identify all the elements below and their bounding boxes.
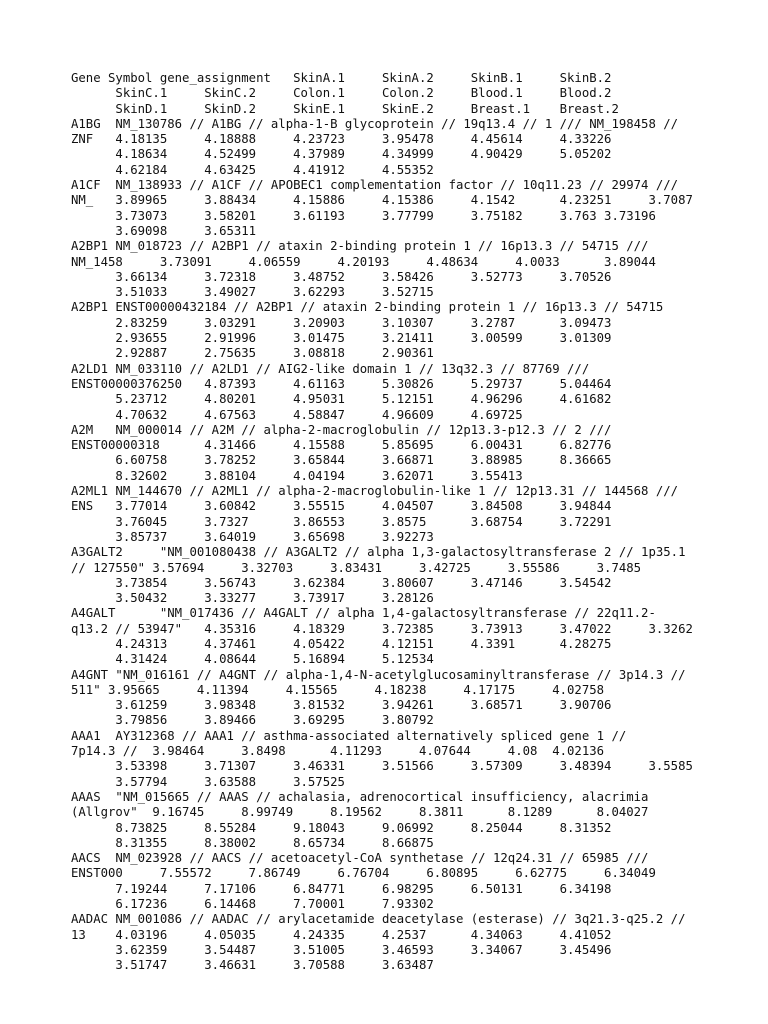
- text-line: 8.32602 3.88104 4.04194 3.62071 3.55413: [71, 468, 523, 483]
- text-line: AAA1 AY312368 // AAA1 // asthma-associated alternatively spliced gene 1 //: [71, 728, 627, 743]
- text-line: 3.79856 3.89466 3.69295 3.80792: [71, 713, 434, 728]
- text-line: 3.53398 3.71307 3.46331 3.51566 3.57309 3.48394 3.5585: [71, 759, 693, 774]
- text-line: A2BP1 ENST00000432184 // A2BP1 // ataxin 2-binding protein 1 // 16p13.3 // 54715: [71, 300, 664, 315]
- text-line: ENS 3.77014 3.60842 3.55515 4.04507 3.84508 3.94844: [71, 499, 612, 514]
- text-line: A2M NM_000014 // A2M // alpha-2-macroglobulin // 12p13.3-p12.3 // 2 ///: [71, 422, 612, 437]
- text-line: A2BP1 NM_018723 // A2BP1 // ataxin 2-binding protein 1 // 16p13.3 // 54715 ///: [71, 239, 649, 254]
- text-line: A4GNT "NM_016161 // A4GNT // alpha-1,4-N-acetylglucosaminyltransferase // 3p14.3 //: [71, 667, 686, 682]
- text-line: 4.18634 4.52499 4.37989 4.34999 4.90429 5.05202: [71, 147, 612, 162]
- text-line: 3.69098 3.65311: [71, 223, 257, 238]
- text-line: NM_ 3.89965 3.88434 4.15886 4.15386 4.1542 4.23251 3.7087: [71, 193, 693, 208]
- text-line: 7p14.3 // 3.98464 3.8498 4.11293 4.07644 4.08 4.02136: [71, 744, 605, 759]
- text-line: A4GALT "NM_017436 // A4GALT // alpha 1,4-galactosyltransferase // 22q11.2-: [71, 606, 656, 621]
- text-line: 3.51033 3.49027 3.62293 3.52715: [71, 285, 434, 300]
- text-line: AACS NM_023928 // AACS // acetoacetyl-CoA synthetase // 12q24.31 // 65985 ///: [71, 851, 649, 866]
- text-line: ZNF 4.18135 4.18888 4.23723 3.95478 4.45614 4.33226: [71, 132, 612, 147]
- text-line: A2LD1 NM_033110 // A2LD1 // AIG2-like domain 1 // 13q32.3 // 87769 ///: [71, 361, 590, 376]
- text-line: 3.62359 3.54487 3.51005 3.46593 3.34067 3.45496: [71, 942, 612, 957]
- text-line: 3.73073 3.58201 3.61193 3.77799 3.75182 3.763 3.73196: [71, 208, 656, 223]
- text-line: SkinD.1 SkinD.2 SkinE.1 SkinE.2 Breast.1 Breast.2: [71, 101, 619, 116]
- text-line: A2ML1 NM_144670 // A2ML1 // alpha-2-macroglobulin-like 1 // 12p13.31 // 144568 ///: [71, 484, 679, 499]
- text-line: q13.2 // 53947" 4.35316 4.18329 3.72385 3.73913 3.47022 3.3262: [71, 621, 693, 636]
- text-line: ENST000 7.55572 7.86749 6.76704 6.80895 6.62775 6.34049: [71, 866, 656, 881]
- gene-expression-text: [71, 71, 693, 974]
- text-line: NM_1458 3.73091 4.06559 4.20193 4.48634 4.0033 3.89044: [71, 254, 656, 269]
- text-line: (Allgrov" 9.16745 8.99749 8.19562 8.3811 8.1289 8.04027: [71, 805, 649, 820]
- text-line: 3.61259 3.98348 3.81532 3.94261 3.68571 3.90706: [71, 698, 612, 713]
- text-line: 4.62184 4.63425 4.41912 4.55352: [71, 162, 434, 177]
- text-line: 4.70632 4.67563 4.58847 4.96609 4.69725: [71, 407, 523, 422]
- text-line: A1BG NM_130786 // A1BG // alpha-1-B glycoprotein // 19q13.4 // 1 /// NM_198458 //: [71, 116, 679, 131]
- text-line: A1CF NM_138933 // A1CF // APOBEC1 complementation factor // 10q11.23 // 29974 ///: [71, 178, 679, 193]
- text-line: 13 4.03196 4.05035 4.24335 4.2537 4.34063 4.41052: [71, 927, 612, 942]
- text-line: 7.19244 7.17106 6.84771 6.98295 6.50131 6.34198: [71, 881, 612, 896]
- text-line: 8.31355 8.38002 8.65734 8.66875: [71, 835, 434, 850]
- text-line: ENST00000318 4.31466 4.15588 5.85695 6.00431 6.82776: [71, 438, 612, 453]
- text-line: 3.85737 3.64019 3.65698 3.92273: [71, 529, 434, 544]
- text-line: AAAS "NM_015665 // AAAS // achalasia, adrenocortical insufficiency, alacrimia: [71, 789, 649, 804]
- text-line: 5.23712 4.80201 4.95031 5.12151 4.96296 4.61682: [71, 392, 612, 407]
- text-line: 8.73825 8.55284 9.18043 9.06992 8.25044 8.31352: [71, 820, 612, 835]
- text-line: Gene Symbol gene_assignment SkinA.1 SkinA.2 SkinB.1 SkinB.2: [71, 71, 612, 85]
- text-line: 3.50432 3.33277 3.73917 3.28126: [71, 591, 434, 606]
- text-line: A3GALT2 "NM_001080438 // A3GALT2 // alpha 1,3-galactosyltransferase 2 // 1p35.1: [71, 545, 686, 560]
- text-line: 2.83259 3.03291 3.20903 3.10307 3.2787 3.09473: [71, 315, 612, 330]
- text-line: 4.24313 4.37461 4.05422 4.12151 4.3391 4.28275: [71, 636, 612, 651]
- text-line: 511" 3.95665 4.11394 4.15565 4.18238 4.17175 4.02758: [71, 682, 605, 697]
- text-line: 6.17236 6.14468 7.70001 7.93302: [71, 897, 434, 912]
- text-line: 3.51747 3.46631 3.70588 3.63487: [71, 958, 434, 973]
- text-line: AADAC NM_001086 // AADAC // arylacetamide deacetylase (esterase) // 3q21.3-q25.2 //: [71, 912, 686, 927]
- text-line: ENST00000376250 4.87393 4.61163 5.30826 5.29737 5.04464: [71, 376, 612, 391]
- text-line: 2.93655 2.91996 3.01475 3.21411 3.00599 3.01309: [71, 331, 612, 346]
- text-line: 2.92887 2.75635 3.08818 2.90361: [71, 346, 434, 361]
- text-line: 3.57794 3.63588 3.57525: [71, 774, 345, 789]
- text-line: 3.73854 3.56743 3.62384 3.80607 3.47146 3.54542: [71, 575, 612, 590]
- text-line: 3.76045 3.7327 3.86553 3.8575 3.68754 3.72291: [71, 514, 612, 529]
- text-line: 6.60758 3.78252 3.65844 3.66871 3.88985 8.36665: [71, 453, 612, 468]
- text-line: // 127550" 3.57694 3.32703 3.83431 3.42725 3.55586 3.7485: [71, 560, 642, 575]
- text-line: 3.66134 3.72318 3.48752 3.58426 3.52773 3.70526: [71, 269, 612, 284]
- text-line: 4.31424 4.08644 5.16894 5.12534: [71, 652, 434, 667]
- text-line: SkinC.1 SkinC.2 Colon.1 Colon.2 Blood.1 Blood.2: [71, 86, 612, 101]
